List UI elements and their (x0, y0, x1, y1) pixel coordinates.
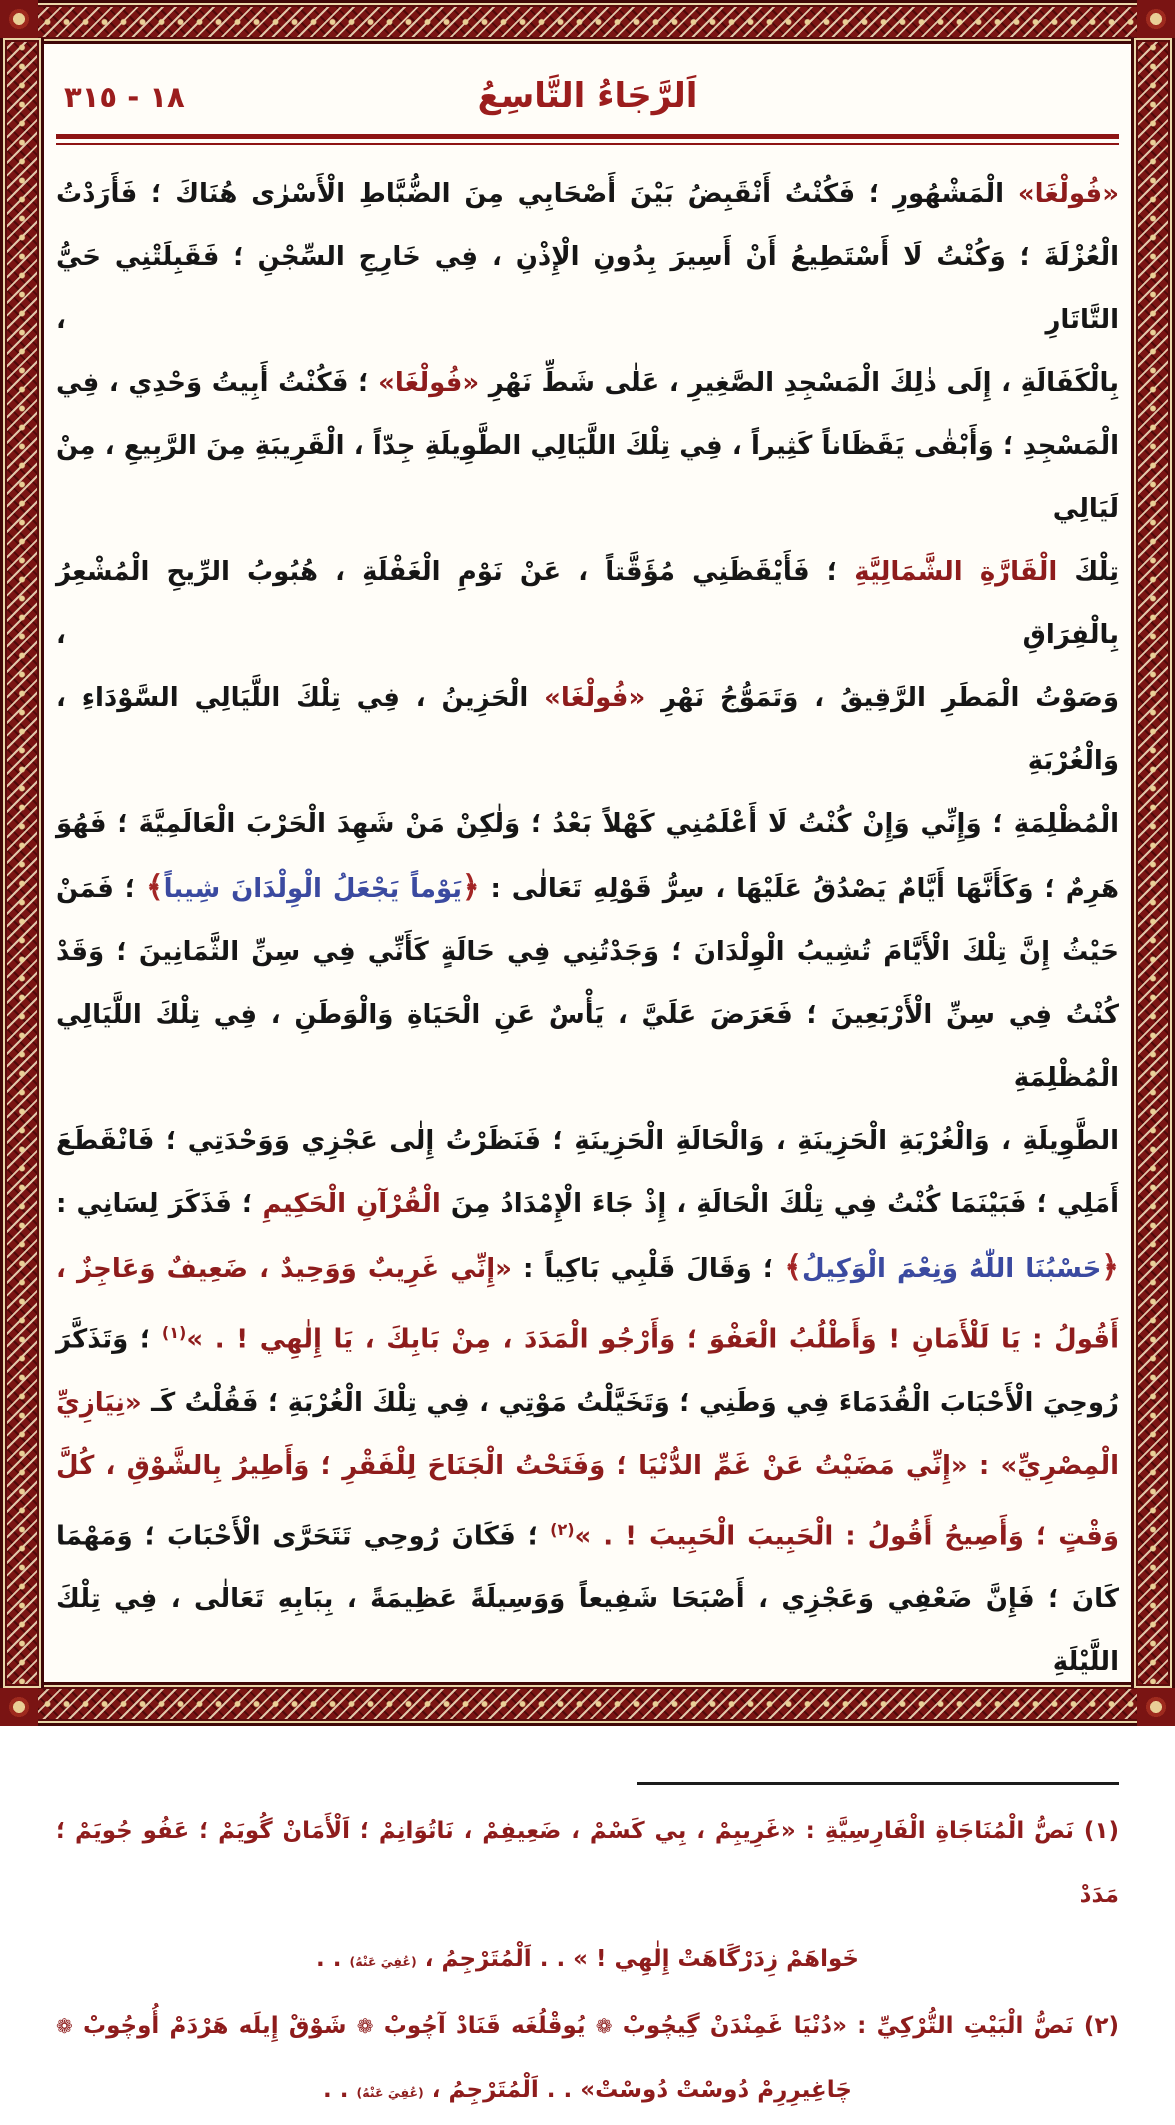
text-segment: الْحَزِينُ ، فِي تِلْكَ اللَّيَالِي السَّوْدَاءِ ، وَالْغُرْبَةِ (56, 683, 1119, 776)
rosette-ornament: ❁ (595, 2014, 613, 2039)
page-content (56, 62, 1119, 2125)
text-segment: يَوْماً يَجْعَلُ الْوِلْدَانَ شِيباً (163, 874, 463, 904)
body-line (56, 1236, 1119, 1301)
body-line (56, 1372, 1119, 1435)
text-segment: . . (316, 1946, 350, 1973)
text-segment: «فُولْغَا» (378, 368, 480, 398)
text-segment: يُوقْلُغَه قَنَادْ آچُوبْ (373, 2013, 596, 2040)
body-line (56, 1498, 1119, 1569)
body-text (56, 163, 1119, 1694)
border-corner-rosette (1137, 0, 1175, 38)
text-segment: الْقَارَّةِ الشَّمَالِيَّةِ (854, 557, 1058, 587)
text-segment: كُنْتُ فِي سِنِّ الْأَرْبَعِينَ ؛ فَعَرَضَ عَلَيَّ ، يَأْسٌ عَنِ الْحَيَاةِ وَالْوَطَنِ ، فِي تِلْكَ اللَّيَالِي الْمُظْلِمَةِ (56, 1000, 1119, 1093)
rosette-ornament: ❁ (56, 2014, 73, 2039)
body-line (56, 1435, 1119, 1498)
ornate-border-top (0, 0, 1175, 44)
text-segment: كَانَ ؛ فَإِنَّ ضَعْفِي وَعَجْزِي ، أَصْبَحَا شَفِيعاً وَوَسِيلَةً عَظِيمَةً ، بِبَابِهِ تَعَالٰى ، فِي تِلْكَ اللَّيْلَةِ (56, 1584, 1119, 1678)
text-segment: ؛ فَذَكَرَ لِسَانِي : (56, 1189, 263, 1219)
body-line (56, 1110, 1119, 1173)
text-segment: تِلْكَ (1057, 557, 1119, 587)
text-segment: «فُولْغَا» (1017, 179, 1119, 209)
text-segment: «إِنِّي غَرِيبٌ وَوَحِيدٌ ، ضَعِيفٌ وَعَاجِزٌ ، (56, 1254, 512, 1284)
verse-bracket: ﴾ (784, 1250, 802, 1285)
page-title: اَلرَّجَاءُ التَّاسِعُ (477, 76, 698, 116)
page-number: ١٨ - ٣١٥ (64, 80, 185, 114)
verse-bracket: ﴾ (146, 870, 164, 905)
body-line (56, 1568, 1119, 1694)
page-header (56, 62, 1119, 126)
border-corner-rosette (1137, 1688, 1175, 1726)
footnote-marker: (١) (161, 1323, 187, 1342)
text-segment: وَصَوْتُ الْمَطَرِ الرَّقِيقُ ، وَتَمَوُّجُ نَهْرِ (645, 683, 1119, 713)
text-segment: . . (323, 2077, 357, 2104)
verse-bracket: ﴿ (1101, 1250, 1119, 1285)
text-segment: چَاغِيرِرِمْ دُوسْتْ دُوسْتْ» . . اَلْمُتَرْجِمُ ، (423, 2077, 852, 2104)
text-segment: الْعُزْلَةَ ؛ وَكُنْتُ لَا أَسْتَطِيعُ أَنْ أَسِيرَ بِدُونِ الْإِذْنِ ، فِي خَارِجِ السِّجْنِ ؛ فَقَبِلَتْنِي حَيُّ التَّاتَارِ ، (56, 242, 1119, 335)
text-segment: حَيْثُ إِنَّ تِلْكَ الْأَيَّامَ تُشِيبُ الْوِلْدَانَ ؛ وَجَدْتُنِي فِي حَالَةٍ كَأَنِّي فِي سِنِّ الثَّمَانِينَ ؛ وَقَدْ (56, 937, 1119, 967)
text-segment: ؛ فَكَانَ رُوحِي تَتَحَرَّى الْأَحْبَابَ ؛ وَمَهْمَا (56, 1521, 551, 1552)
body-line (56, 163, 1119, 226)
rosette-ornament: ❁ (356, 2014, 374, 2039)
text-segment: شَوْقْ إِيلَه هَرْدَمْ أُوچُوبْ (72, 2013, 357, 2040)
text-segment: حَسْبُنَا اللّٰهُ وَنِعْمَ الْوَكِيلُ (801, 1254, 1102, 1284)
border-corner-rosette (0, 1688, 38, 1726)
body-line (56, 415, 1119, 541)
body-line (56, 921, 1119, 984)
text-segment: خَواهَمْ زِدَرْگَاهَتْ إِلٰهِي ! » . . اَلْمُتَرْجِمُ ، (416, 1946, 859, 1973)
text-segment: ؛ فَأَيْقَظَنِي مُؤَقَّتاً ، عَنْ نَوْمِ الْغَفْلَةِ ، هُبُوبُ الرِّيحِ الْمُشْعِرُ بِالْفِرَاقِ ، (56, 557, 1119, 650)
text-segment: الْمِصْرِيِّ» : «إِنِّي مَضَيْتُ عَنْ غَمِّ الدُّنْيَا ؛ وَفَتَحْتُ الْجَنَاحَ لِلْفَقْرِ ؛ وَأَطِيرُ بِالشَّوْقِ ، كُلَّ (56, 1450, 1119, 1481)
body-line (56, 667, 1119, 793)
footnote-line (56, 1994, 1119, 2058)
body-line (56, 1301, 1119, 1372)
footnotes (56, 1799, 1119, 2125)
text-segment: ؛ فَكُنْتُ أَبِيتُ وَحْدِي ، فِي (56, 368, 379, 398)
footnote-line (56, 1799, 1119, 1927)
body-line (56, 1173, 1119, 1236)
body-line (56, 226, 1119, 352)
footnote-line (56, 1927, 1119, 1994)
text-segment: ؛ فَمَنْ (56, 874, 147, 904)
text-segment: رُوحِيَ الْأَحْبَابَ الْقُدَمَاءَ فِي وَطَنِي ؛ وَتَخَيَّلْتُ مَوْتِي ، فِي تِلْكَ الْغُرْبَةِ ؛ فَقُلْتُ كَـ (141, 1387, 1119, 1418)
footnote-item (56, 1994, 1119, 2125)
translator-seal: (عُفِيَ عَنْهُ) (349, 1954, 417, 1970)
footnote-separator (637, 1782, 1119, 1785)
ornate-border-right (1131, 38, 1175, 1688)
text-segment: (١) نَصُّ الْمُنَاجَاةِ الْفَارِسِيَّةِ : «غَرِيبِمْ ، بِي كَسْمْ ، ضَعِيفِمْ ، نَاتُوَانِمْ ؛ اَلْأَمَانْ گُويَمْ ؛ عَفُو جُويَمْ ؛ مَدَدْ (56, 1818, 1119, 1909)
text-segment: بِالْكَفَالَةِ ، إِلَى ذٰلِكَ الْمَسْجِدِ الصَّغِيرِ ، عَلٰى شَطِّ نَهْرِ (479, 368, 1119, 398)
text-segment: الْمَشْهُورِ ؛ فَكُنْتُ أَنْقَبِضُ بَيْنَ أَصْحَابِي مِنَ الضُّبَّاطِ الْأَسْرٰى هُنَاكَ ؛ فَأَرَدْتُ (56, 179, 1018, 209)
body-line (56, 984, 1119, 1110)
body-line (56, 541, 1119, 667)
ornate-border-left (0, 38, 44, 1688)
translator-seal: (عُفِيَ عَنْهُ) (356, 2085, 424, 2101)
body-line (56, 352, 1119, 415)
text-segment: الْمُظْلِمَةِ ؛ وَإِنِّي وَإِنْ كُنْتُ لَا أَعْلَمُنِي كَهْلاً بَعْدُ ؛ وَلٰكِنْ مَنْ شَهِدَ الْحَرْبَ الْعَالَمِيَّةَ ؛ فَهُوَ (56, 809, 1119, 839)
footnote-item (56, 1799, 1119, 1994)
body-line (56, 856, 1119, 921)
footnote-line (56, 2058, 1119, 2125)
header-double-rule (56, 134, 1119, 145)
border-corner-rosette (0, 0, 38, 38)
text-segment: الْمَسْجِدِ ؛ وَأَبْقٰى يَقَظَاناً كَثِيراً ، فِي تِلْكَ اللَّيَالِي الطَّوِيلَةِ جِدّاً ، الْقَرِيبَةِ مِنَ الرَّبِيعِ ، مِنْ لَيَالِي (56, 431, 1119, 524)
text-segment: «فُولْغَا» (544, 683, 646, 713)
text-segment: الطَّوِيلَةِ ، وَالْغُرْبَةِ الْحَزِينَةِ ، وَالْحَالَةِ الْحَزِينَةِ ؛ فَنَظَرْتُ إِلٰى عَجْزِي وَوَحْدَتِي ؛ فَانْقَطَعَ (56, 1126, 1119, 1156)
text-segment: الْقُرْآنِ الْحَكِيمِ (262, 1189, 441, 1219)
text-segment: وَقْتٍ ؛ وَأَصِيحُ أَقُولُ : الْحَبِيبَ الْحَبِيبَ ! . » (574, 1521, 1119, 1552)
footnote-marker: (٢) (550, 1519, 575, 1539)
verse-bracket: ﴿ (462, 870, 480, 905)
text-segment: ؛ وَقَالَ قَلْبِي بَاكِياً : (511, 1254, 785, 1284)
text-segment: هَرِمٌ ؛ وَكَأَنَّهَا أَيَّامٌ يَصْدُقُ عَلَيْهَا ، سِرُّ قَوْلِهِ تَعَالٰى : (479, 874, 1119, 904)
body-line (56, 793, 1119, 856)
text-segment: ؛ وَتَذَكَّرَ (56, 1324, 162, 1355)
text-segment: أَقُولُ : يَا لَلْأَمَانِ ! وَأَطْلُبُ الْعَفْوَ ؛ وَأَرْجُو الْمَدَدَ ، مِنْ بَابِكَ ، يَا إِلٰهِي ! . » (186, 1324, 1119, 1355)
text-segment: أَمَلِي ؛ فَبَيْنَمَا كُنْتُ فِي تِلْكَ الْحَالَةِ ، إِذْ جَاءَ الْإِمْدَادُ مِنَ (440, 1189, 1119, 1219)
text-segment: (٢) نَصُّ الْبَيْتِ التُّرْكِيِّ : «دُنْيَا غَمِنْدَنْ گِيچُوبْ (612, 2013, 1119, 2040)
text-segment: «نِيَازِيِّ (56, 1387, 142, 1418)
